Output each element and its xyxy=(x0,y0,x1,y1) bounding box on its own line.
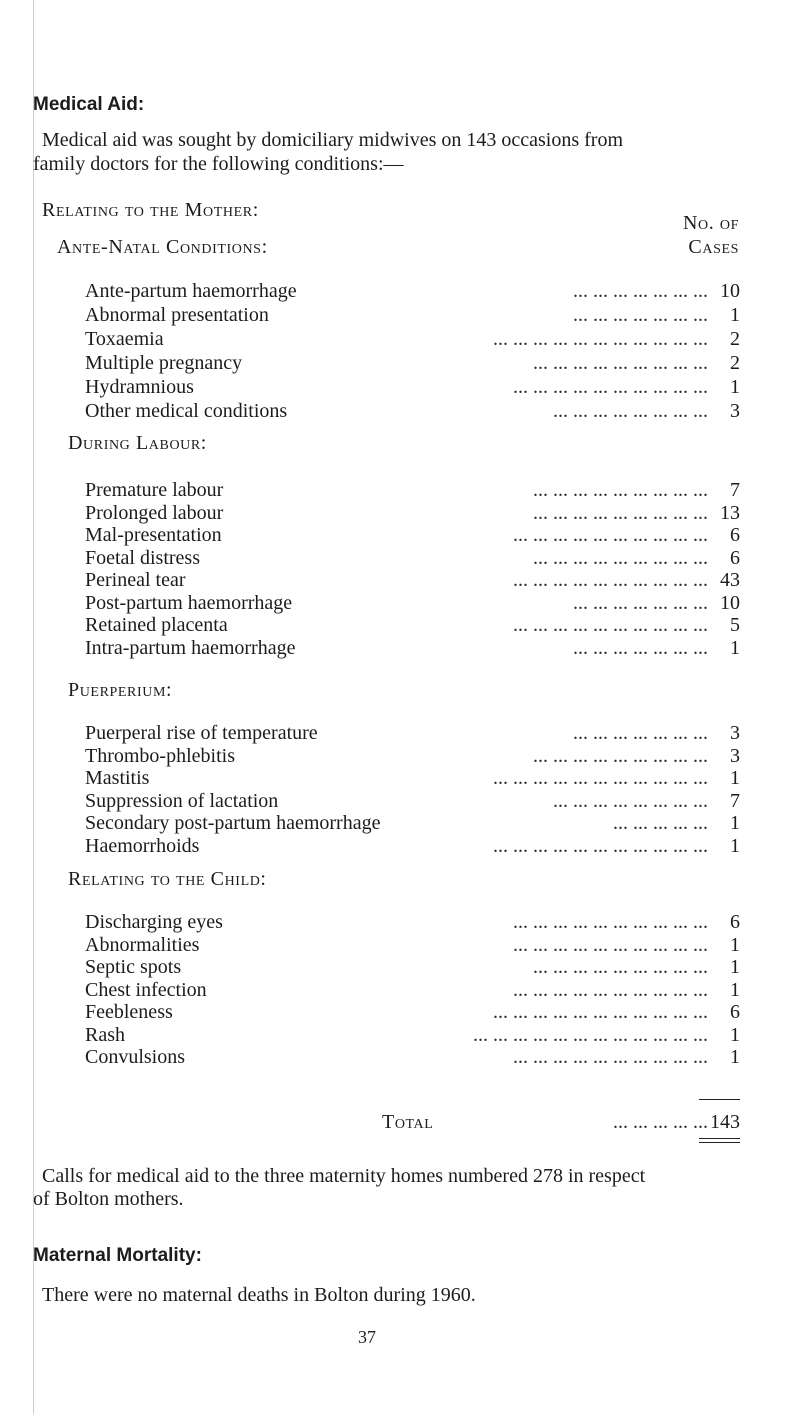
leader-dots: ... ... ... ... ... ... ... xyxy=(573,304,708,326)
condition-label: Ante-partum haemorrhage xyxy=(85,280,297,302)
leader-dots: ... ... ... ... ... ... ... xyxy=(573,722,708,744)
column-header-cases: Cases xyxy=(688,236,739,258)
condition-label: Hydramnious xyxy=(85,376,194,398)
condition-label: Foetal distress xyxy=(85,546,200,569)
condition-label: Convulsions xyxy=(85,1046,186,1068)
leader-dots: ... ... ... ... ... ... ... ... ... ... ... xyxy=(493,328,708,350)
list-item xyxy=(85,1000,740,1024)
condition-label: Retained placenta xyxy=(85,614,228,636)
case-count: 7 xyxy=(730,789,740,812)
case-count: 5 xyxy=(730,614,740,636)
during-labour-heading: During Labour: xyxy=(68,432,207,454)
condition-label: Other medical conditions xyxy=(85,400,288,422)
condition-label: Prolonged labour xyxy=(85,501,224,524)
condition-label: Thrombo-phlebitis xyxy=(85,744,235,767)
leader-dots: ... ... ... ... ... ... ... ... ... xyxy=(533,352,708,374)
leader-dots: ... ... ... ... ... ... ... ... ... ... xyxy=(513,614,708,636)
medical-aid-intro-line2: family doctors for the following conditions:— xyxy=(33,153,404,175)
condition-label: Post-partum haemorrhage xyxy=(85,591,293,614)
case-count: 1 xyxy=(730,956,740,978)
case-count: 10 xyxy=(720,280,740,302)
list-item xyxy=(85,811,740,835)
case-count: 3 xyxy=(730,744,740,767)
case-count: 10 xyxy=(720,591,740,614)
list-item xyxy=(85,789,740,813)
condition-label: Mal-presentation xyxy=(85,524,222,546)
leader-dots: ... ... ... ... ... ... ... ... ... ... xyxy=(513,978,708,1001)
case-count: 6 xyxy=(730,546,740,569)
list-item xyxy=(85,546,740,570)
list-item xyxy=(85,978,740,1002)
total-rule-top xyxy=(699,1099,740,1100)
leader-dots: ... ... ... ... ... ... ... ... ... ... xyxy=(513,933,708,956)
list-item xyxy=(85,834,740,858)
leader-dots: ... ... ... ... ... ... ... ... ... ... ... ... xyxy=(473,1023,708,1046)
list-item xyxy=(85,399,740,423)
leader-dots: ... ... ... ... ... ... ... xyxy=(573,280,708,302)
case-count: 1 xyxy=(730,834,740,857)
case-count: 2 xyxy=(730,352,740,374)
case-count: 13 xyxy=(720,501,740,524)
list-item xyxy=(85,1045,740,1069)
case-count: 1 xyxy=(730,933,740,956)
list-item xyxy=(85,478,740,502)
condition-label: Puerperal rise of temperature xyxy=(85,722,318,744)
leader-dots: ... ... ... ... ... ... ... xyxy=(573,636,708,659)
maternity-homes-line2: of Bolton mothers. xyxy=(33,1188,184,1210)
total-value: 143 xyxy=(710,1111,740,1133)
case-count: 1 xyxy=(730,1023,740,1046)
condition-label: Septic spots xyxy=(85,956,182,978)
puerperium-heading: Puerperium: xyxy=(68,679,173,701)
maternity-homes-line1: Calls for medical aid to the three maternity homes numbered 278 in respect xyxy=(42,1165,646,1187)
case-count: 1 xyxy=(730,636,740,659)
condition-label: Mastitis xyxy=(85,767,150,789)
total-double-rule-2 xyxy=(699,1142,740,1143)
list-item xyxy=(85,501,740,525)
medical-aid-heading: Medical Aid: xyxy=(33,94,145,115)
column-header-no-of: No. of xyxy=(682,212,739,234)
leader-dots: ... ... ... ... ... ... ... ... xyxy=(553,400,708,422)
total-row xyxy=(85,1110,740,1134)
list-item xyxy=(85,910,740,934)
total-double-rule-1 xyxy=(699,1138,740,1139)
list-item xyxy=(85,1023,740,1047)
condition-label: Chest infection xyxy=(85,978,207,1001)
case-count: 1 xyxy=(730,767,740,789)
case-count: 2 xyxy=(730,328,740,350)
case-count: 6 xyxy=(730,524,740,546)
condition-label: Secondary post-partum haemorrhage xyxy=(85,812,381,834)
ante-natal-heading: Ante-Natal Conditions: xyxy=(57,236,268,258)
list-item xyxy=(85,613,740,637)
total-leader-dots: ... ... ... ... ... xyxy=(613,1111,708,1133)
leader-dots: ... ... ... ... ... ... ... ... ... xyxy=(533,501,708,524)
leader-dots: ... ... ... ... ... ... ... xyxy=(573,591,708,614)
case-count: 1 xyxy=(730,304,740,326)
case-count: 6 xyxy=(730,1001,740,1023)
list-item xyxy=(85,351,740,375)
condition-label: Discharging eyes xyxy=(85,911,223,933)
case-count: 1 xyxy=(730,1046,740,1068)
list-item xyxy=(85,955,740,979)
list-item xyxy=(85,591,740,615)
case-count: 3 xyxy=(730,400,740,422)
list-item xyxy=(85,279,740,303)
medical-aid-intro-line1: Medical aid was sought by domiciliary midwives on 143 occasions from xyxy=(42,129,624,151)
condition-label: Rash xyxy=(85,1023,125,1046)
list-item xyxy=(85,636,740,660)
condition-label: Abnormal presentation xyxy=(85,304,269,326)
leader-dots: ... ... ... ... ... ... ... ... ... ... xyxy=(513,911,708,933)
condition-label: Haemorrhoids xyxy=(85,834,200,857)
leader-dots: ... ... ... ... ... ... ... ... ... ... ... xyxy=(493,1001,708,1023)
condition-label: Perineal tear xyxy=(85,569,186,591)
condition-label: Intra-partum haemorrhage xyxy=(85,636,296,659)
maternal-mortality-text: There were no maternal deaths in Bolton during 1960. xyxy=(42,1284,476,1306)
list-item xyxy=(85,933,740,957)
list-item xyxy=(85,744,740,768)
case-count: 1 xyxy=(730,812,740,834)
leader-dots: ... ... ... ... ... ... ... ... ... ... xyxy=(513,524,708,546)
condition-label: Suppression of lactation xyxy=(85,789,279,812)
condition-label: Abnormalities xyxy=(85,933,200,956)
case-count: 3 xyxy=(730,722,740,744)
leader-dots: ... ... ... ... ... ... ... ... ... ... ... xyxy=(493,767,708,789)
case-count: 1 xyxy=(730,376,740,398)
leader-dots: ... ... ... ... ... ... ... ... ... ... ... xyxy=(493,834,708,857)
maternal-mortality-heading: Maternal Mortality: xyxy=(33,1245,202,1266)
list-item xyxy=(85,568,740,592)
relating-to-child-heading: Relating to the Child: xyxy=(68,868,267,890)
leader-dots: ... ... ... ... ... ... ... ... ... xyxy=(533,479,708,501)
leader-dots: ... ... ... ... ... ... ... ... ... xyxy=(533,744,708,767)
list-item xyxy=(85,375,740,399)
relating-to-mother-heading: Relating to the Mother: xyxy=(42,199,259,221)
leader-dots: ... ... ... ... ... ... ... ... ... ... xyxy=(513,376,708,398)
condition-label: Premature labour xyxy=(85,479,224,501)
leader-dots: ... ... ... ... ... xyxy=(613,812,708,834)
total-label: Total xyxy=(382,1111,434,1133)
list-item xyxy=(85,721,740,745)
condition-label: Toxaemia xyxy=(85,328,164,350)
case-count: 7 xyxy=(730,479,740,501)
case-count: 6 xyxy=(730,911,740,933)
page-number: 37 xyxy=(358,1327,376,1347)
leader-dots: ... ... ... ... ... ... ... ... ... xyxy=(533,956,708,978)
list-item xyxy=(85,766,740,790)
case-count: 1 xyxy=(730,978,740,1001)
leader-dots: ... ... ... ... ... ... ... ... ... xyxy=(533,546,708,569)
list-item xyxy=(85,327,740,351)
leader-dots: ... ... ... ... ... ... ... ... ... ... xyxy=(513,1046,708,1068)
list-item xyxy=(85,303,740,327)
condition-label: Multiple pregnancy xyxy=(85,352,243,374)
leader-dots: ... ... ... ... ... ... ... ... xyxy=(553,789,708,812)
case-count: 43 xyxy=(720,569,740,591)
leader-dots: ... ... ... ... ... ... ... ... ... ... xyxy=(513,569,708,591)
condition-label: Feebleness xyxy=(85,1001,173,1023)
list-item xyxy=(85,523,740,547)
